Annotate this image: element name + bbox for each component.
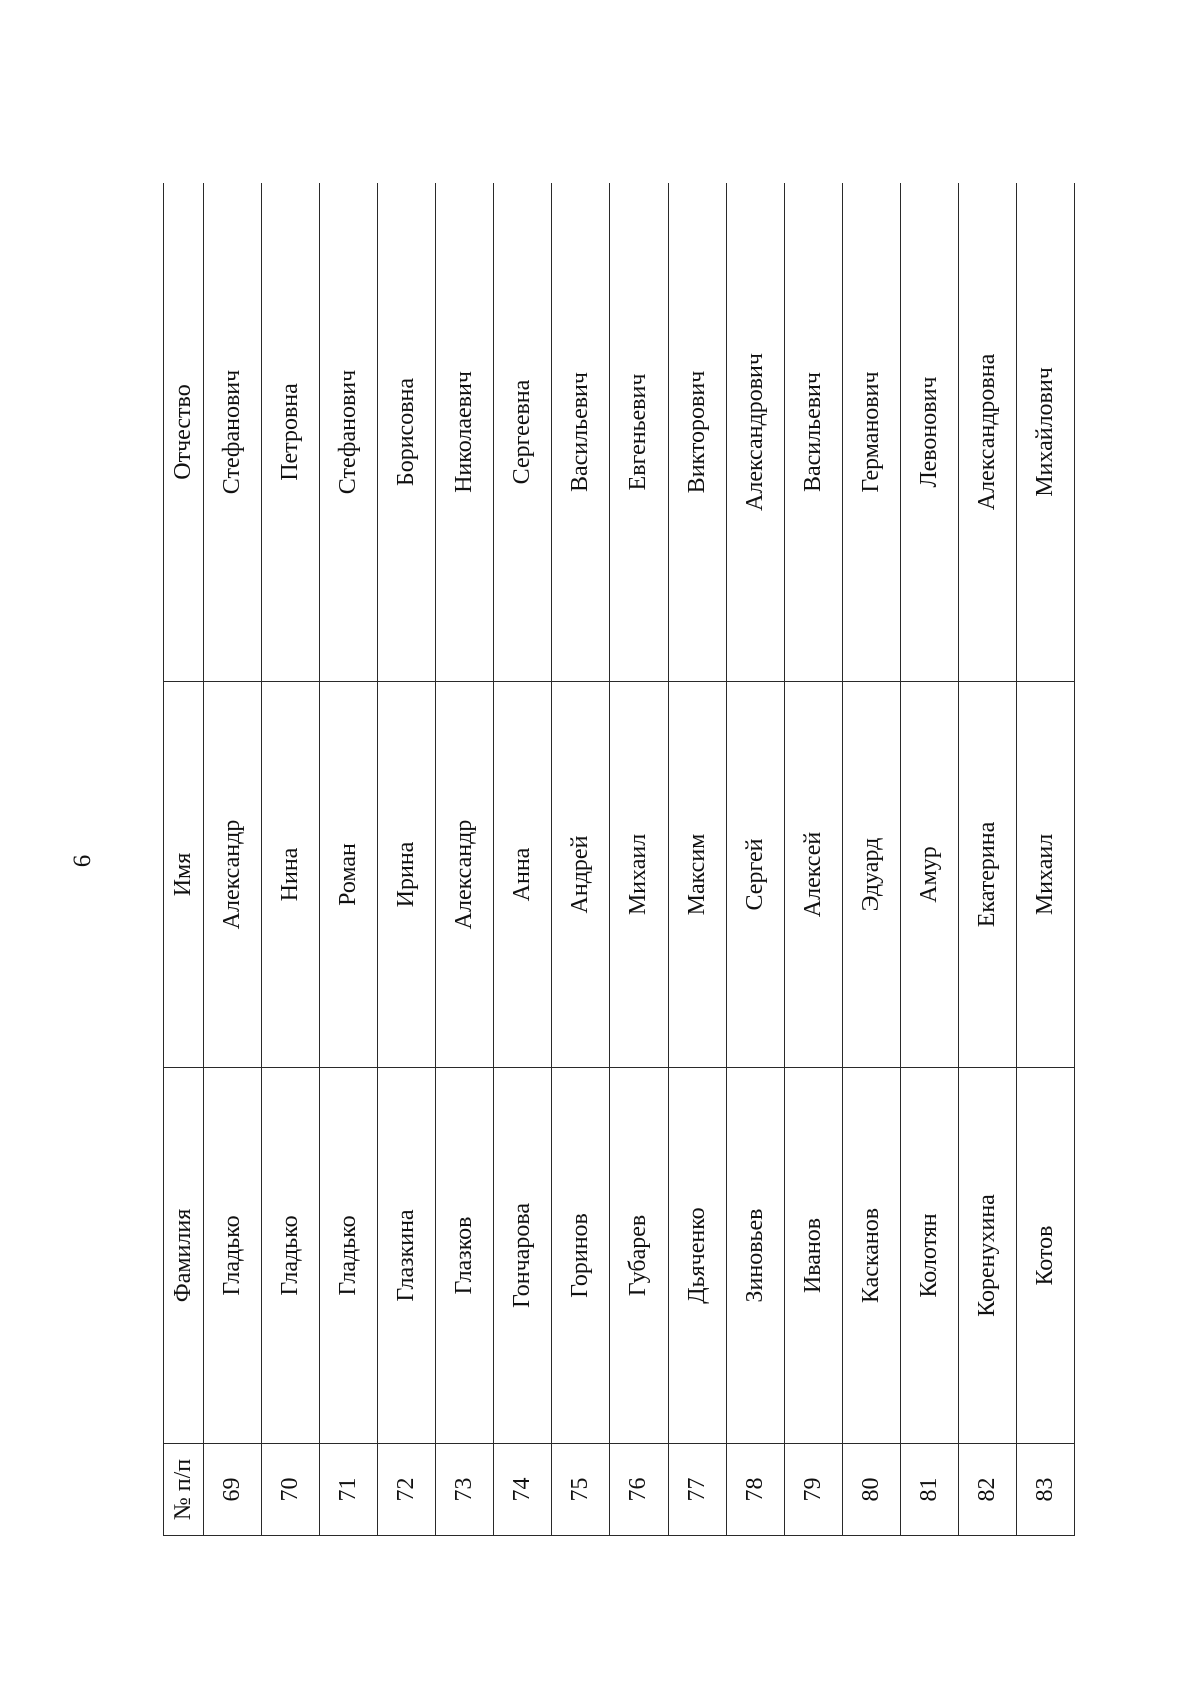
cell-num: 74 bbox=[494, 1444, 552, 1536]
cell-first-name: Максим bbox=[668, 682, 726, 1068]
table-row bbox=[378, 183, 436, 1536]
cell-first-name: Сергей bbox=[726, 682, 784, 1068]
table-row bbox=[668, 183, 726, 1536]
cell-patronymic: Михайлович bbox=[1016, 183, 1074, 682]
cell-num: 76 bbox=[610, 1444, 668, 1536]
cell-patronymic: Петровна bbox=[262, 183, 320, 682]
table-row bbox=[436, 183, 494, 1536]
cell-patronymic: Борисовна bbox=[378, 183, 436, 682]
cell-last-name: Дьяченко bbox=[668, 1068, 726, 1444]
persons-table bbox=[163, 183, 1075, 1536]
table-row bbox=[1016, 183, 1074, 1536]
cell-patronymic: Александрович bbox=[726, 183, 784, 682]
cell-patronymic: Сергеевна bbox=[494, 183, 552, 682]
header-first-name: Имя bbox=[164, 682, 204, 1068]
cell-last-name: Иванов bbox=[784, 1068, 842, 1444]
cell-patronymic: Васильевич bbox=[784, 183, 842, 682]
cell-patronymic: Николаевич bbox=[436, 183, 494, 682]
cell-first-name: Анна bbox=[494, 682, 552, 1068]
cell-first-name: Александр bbox=[436, 682, 494, 1068]
cell-num: 81 bbox=[900, 1444, 958, 1536]
cell-last-name: Глазкина bbox=[378, 1068, 436, 1444]
cell-first-name: Алексей bbox=[784, 682, 842, 1068]
cell-last-name: Котов bbox=[1016, 1068, 1074, 1444]
cell-last-name: Зиновьев bbox=[726, 1068, 784, 1444]
cell-num: 80 bbox=[842, 1444, 900, 1536]
cell-first-name: Эдуард bbox=[842, 682, 900, 1068]
header-num: № п/п bbox=[164, 1444, 204, 1536]
cell-first-name: Михаил bbox=[1016, 682, 1074, 1068]
cell-patronymic: Евгеньевич bbox=[610, 183, 668, 682]
header-last-name: Фамилия bbox=[164, 1068, 204, 1444]
cell-last-name: Колотян bbox=[900, 1068, 958, 1444]
table-row bbox=[958, 183, 1016, 1536]
cell-patronymic: Викторович bbox=[668, 183, 726, 682]
cell-num: 73 bbox=[436, 1444, 494, 1536]
cell-first-name: Александр bbox=[204, 682, 262, 1068]
page-number: 6 bbox=[69, 854, 96, 868]
cell-first-name: Амур bbox=[900, 682, 958, 1068]
cell-last-name: Глазков bbox=[436, 1068, 494, 1444]
table-row bbox=[204, 183, 262, 1536]
cell-num: 75 bbox=[552, 1444, 610, 1536]
cell-patronymic: Германович bbox=[842, 183, 900, 682]
cell-num: 82 bbox=[958, 1444, 1016, 1536]
cell-last-name: Гладько bbox=[262, 1068, 320, 1444]
table-container bbox=[163, 183, 1075, 1536]
cell-last-name: Гончарова bbox=[494, 1068, 552, 1444]
cell-first-name: Нина bbox=[262, 682, 320, 1068]
cell-num: 72 bbox=[378, 1444, 436, 1536]
cell-first-name: Андрей bbox=[552, 682, 610, 1068]
cell-last-name: Гладько bbox=[320, 1068, 378, 1444]
table-row bbox=[262, 183, 320, 1536]
table-row bbox=[610, 183, 668, 1536]
cell-num: 79 bbox=[784, 1444, 842, 1536]
table-row bbox=[726, 183, 784, 1536]
cell-patronymic: Васильевич bbox=[552, 183, 610, 682]
table-row bbox=[494, 183, 552, 1536]
cell-last-name: Коренухина bbox=[958, 1068, 1016, 1444]
cell-last-name: Касканов bbox=[842, 1068, 900, 1444]
table-row bbox=[552, 183, 610, 1536]
table-row bbox=[842, 183, 900, 1536]
cell-num: 77 bbox=[668, 1444, 726, 1536]
cell-last-name: Губарев bbox=[610, 1068, 668, 1444]
cell-num: 78 bbox=[726, 1444, 784, 1536]
header-patronymic: Отчество bbox=[164, 183, 204, 682]
cell-patronymic: Александровна bbox=[958, 183, 1016, 682]
cell-first-name: Ирина bbox=[378, 682, 436, 1068]
cell-first-name: Роман bbox=[320, 682, 378, 1068]
cell-first-name: Екатерина bbox=[958, 682, 1016, 1068]
cell-patronymic: Стефанович bbox=[320, 183, 378, 682]
cell-patronymic: Левонович bbox=[900, 183, 958, 682]
cell-last-name: Гладько bbox=[204, 1068, 262, 1444]
table-row bbox=[900, 183, 958, 1536]
cell-first-name: Михаил bbox=[610, 682, 668, 1068]
table-row bbox=[320, 183, 378, 1536]
cell-patronymic: Стефанович bbox=[204, 183, 262, 682]
cell-num: 69 bbox=[204, 1444, 262, 1536]
cell-num: 83 bbox=[1016, 1444, 1074, 1536]
cell-last-name: Горинов bbox=[552, 1068, 610, 1444]
table-header-row bbox=[164, 183, 204, 1536]
cell-num: 71 bbox=[320, 1444, 378, 1536]
table-row bbox=[784, 183, 842, 1536]
cell-num: 70 bbox=[262, 1444, 320, 1536]
